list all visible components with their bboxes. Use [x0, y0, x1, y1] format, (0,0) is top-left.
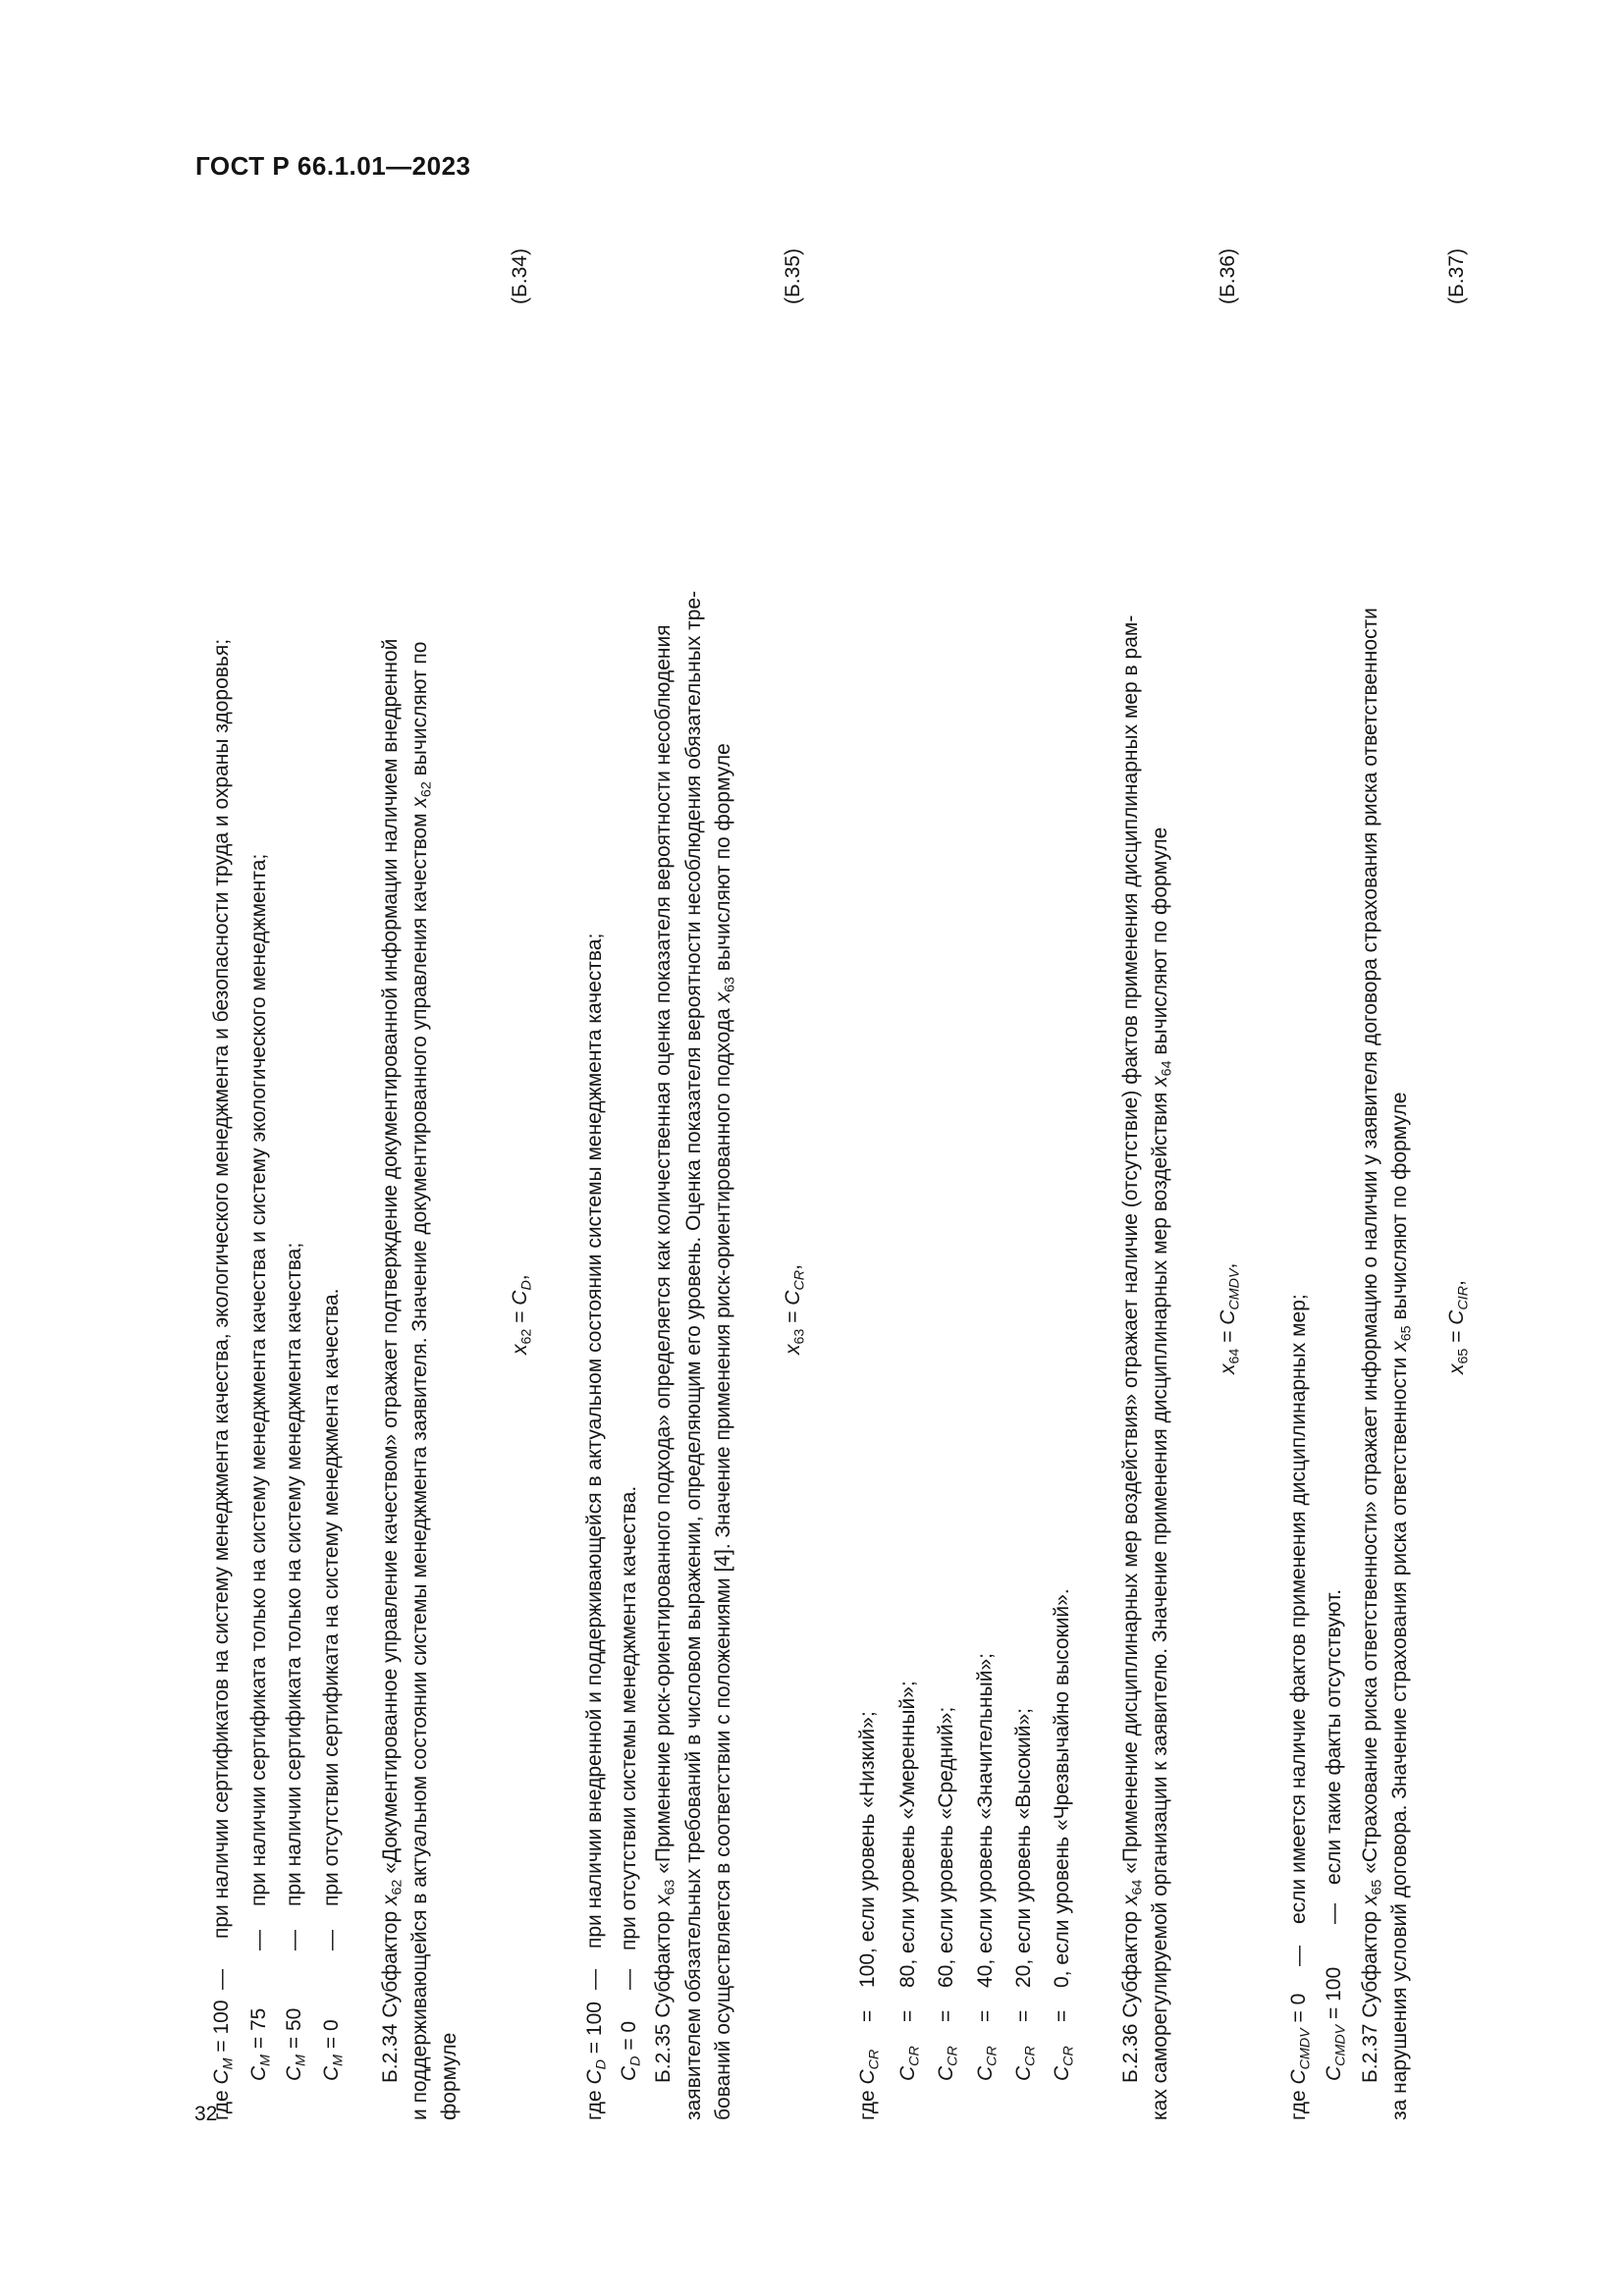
paragraph-b236-line2: ках саморегулируемой организации к заявителю. Значение применения дисциплинарных мер воздействия $x_{64}$ вычисляют по формуле — [1149, 827, 1175, 2120]
def-ccr-5: $C_{CR}$ = 0, если уровень «Чрезвычайно высокий». — [1051, 1588, 1077, 2081]
paragraph-b237-line1: Б.2.37 Субфактор $x_{65}$ «Страхование риска ответственности» отражает информацию о наличии у заявителя договора страхования риска ответственности — [1359, 608, 1385, 2083]
def-cm-0: $C_M = 0$ — при отсутствии сертификата на систему менеджмента качества. — [320, 1288, 347, 2081]
def-cd-100: где $C_D = 100$ — при наличии внедренной и поддерживающейся в актуальном состоянии системы менеджмента качества; — [583, 933, 610, 2120]
def-cd-0: $C_D = 0$ — при отсутствии системы менеджмента качества. — [618, 1485, 644, 2081]
paragraph-b235-line1: Б.2.35 Субфактор $x_{63}$ «Применение риск-ориентированного подхода» определяется как количественная оценка показателя вероятности несоблюдения — [652, 624, 678, 2083]
page-number: 32 — [194, 2103, 218, 2125]
formula-b34: $x_{62} = C_D$, — [509, 1274, 535, 1355]
paragraph-b235-line3: бований осуществляется в соответствии с положениями [4]. Значение применения риск-ориентированного подхода $x_{63}$ вычисляют по формуле — [712, 743, 738, 2120]
formula-b37: $x_{65} = C_{CIR}$, — [1445, 1280, 1472, 1374]
def-ccr-3: $C_{CR}$ = 40, если уровень «Значительный»; — [974, 1653, 1001, 2081]
def-cmdv-0: где $C_{CMDV} = 0$ — если имеется наличие фактов применения дисциплинарных мер; — [1287, 1294, 1314, 2120]
formula-b37-row — [1429, 216, 1488, 2120]
formula-b36-number: (Б.36) — [1217, 248, 1239, 304]
def-ccr-1: $C_{CR}$ = 80, если уровень «Умеренный»; — [896, 1681, 923, 2081]
paragraph-b234-line2: и поддерживающейся в актуальном состоянии системы менеджмента заявителя. Значение документированного управления качеством $x_{62}$ вычисляют по — [408, 641, 435, 2120]
formula-b37-number: (Б.37) — [1445, 248, 1468, 304]
document-header: ГОСТ Р 66.1.01—2023 — [195, 151, 471, 181]
paragraph-b236-line1: Б.2.36 Субфактор $x_{64}$ «Применение дисциплинарных мер воздействия» отражает наличие (отсутствие) фактов применения дисциплинарных мер в рам- — [1119, 614, 1146, 2083]
formula-b35-number: (Б.35) — [782, 248, 804, 304]
paragraph-b235-line2: заявителем обязательных требований в числовом выражении, определяющим его уровень. Оценка показателя вероятности несоблюдения обязательных тре- — [682, 590, 705, 2120]
def-ccr-4: $C_{CR}$ = 20, если уровень «Высокий»; — [1012, 1708, 1039, 2081]
formula-b35: $x_{63} = C_{CR}$, — [782, 1264, 808, 1355]
paragraph-b234-line1: Б.2.34 Субфактор $x_{62}$ «Документированное управление качеством» отражает подтверждение документированной информации наличием внедренной — [379, 638, 406, 2083]
def-ccr-0: где $C_{CR}$ = 100, если уровень «Низкий»; — [856, 1711, 883, 2120]
def-cm-75: $C_M = 75$ — при наличии сертификата только на систему менеджмента качества и систему экологического менеджмента; — [247, 853, 274, 2081]
def-cmdv-100: $C_{CMDV} = 100$ — если такие факты отсутствуют. — [1323, 1588, 1349, 2081]
def-ccr-2: $C_{CR}$ = 60, если уровень «Средний»; — [935, 1706, 961, 2081]
formula-b34-number: (Б.34) — [509, 248, 531, 304]
formula-b36: $x_{64} = C_{CMDV}$, — [1217, 1262, 1243, 1374]
paragraph-b234-line3: формуле — [438, 2032, 460, 2120]
def-cm-100: где $C_M = 100$ — при наличии сертификатов на систему менеджмента качества, экологического менеджмента и безопасности труда и охраны здоровья; — [210, 638, 237, 2120]
def-cm-50: $C_M = 50$ — при наличии сертификата только на систему менеджмента качества; — [283, 1242, 309, 2081]
paragraph-b237-line2: за нарушения условий договора. Значение страхования риска ответственности $x_{65}$ вычисляют по формуле — [1388, 1092, 1415, 2120]
rotated-page-body — [191, 216, 1429, 2120]
